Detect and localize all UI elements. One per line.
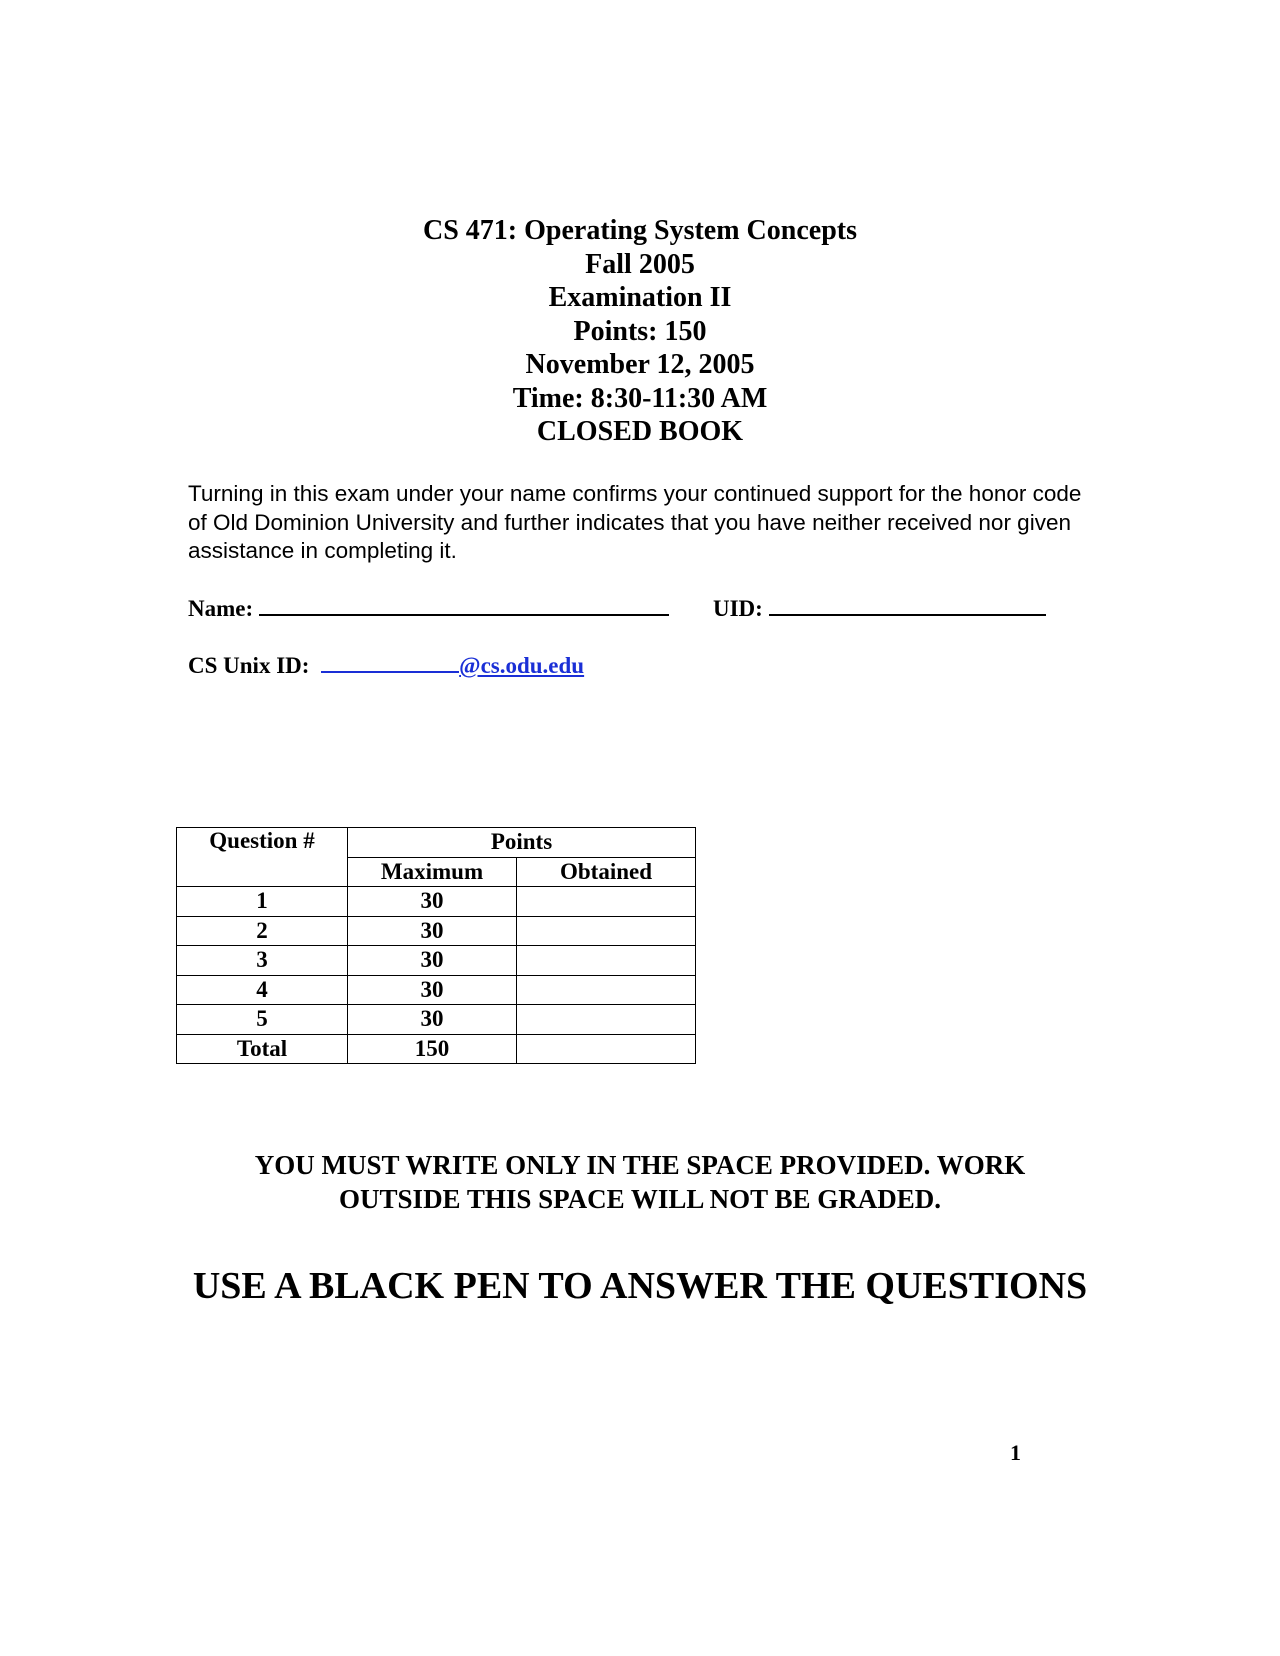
total-maximum: 150 — [348, 1034, 517, 1064]
question-number: 1 — [177, 887, 348, 917]
obtained-points[interactable] — [517, 887, 696, 917]
maximum-points: 30 — [348, 1005, 517, 1035]
table-row — [177, 975, 696, 1005]
maximum-points: 30 — [348, 946, 517, 976]
obtained-header: Obtained — [517, 857, 696, 887]
name-label: Name: — [188, 596, 254, 621]
name-field — [188, 596, 669, 622]
exam-title: Examination II — [548, 282, 732, 313]
uid-blank[interactable] — [769, 596, 1046, 616]
table-row — [177, 916, 696, 946]
table-total-row — [177, 1034, 696, 1064]
pen-instruction: USE A BLACK PEN TO ANSWER THE QUESTIONS — [192, 1265, 1088, 1307]
uid-field — [713, 596, 1046, 622]
closed-book: CLOSED BOOK — [536, 416, 744, 447]
exam-time: Time: 8:30-11:30 AM — [512, 382, 768, 414]
space-warning — [0, 1148, 1280, 1216]
obtained-points[interactable] — [517, 1005, 696, 1035]
points-header: Points — [348, 828, 696, 858]
total-obtained[interactable] — [517, 1034, 696, 1064]
warning-line: YOU MUST WRITE ONLY IN THE SPACE PROVIDED. WORK — [254, 1150, 1026, 1180]
total-label: Total — [177, 1034, 348, 1064]
maximum-points: 30 — [348, 916, 517, 946]
uid-label: UID: — [713, 596, 763, 621]
table-header-row — [177, 828, 696, 858]
question-number: 5 — [177, 1005, 348, 1035]
unix-id-field — [188, 653, 584, 679]
question-header: Question # — [177, 828, 348, 887]
honor-statement: Turning in this exam under your name confirms your continued support for the honor code of Old Dominion University and further indicates that you have neither received nor given assistance in completing it. — [188, 481, 1082, 563]
exam-date: November 12, 2005 — [525, 349, 755, 380]
exam-header — [0, 214, 1280, 449]
email-domain: @cs.odu.edu — [459, 653, 585, 678]
name-blank[interactable] — [259, 596, 669, 616]
question-number: 3 — [177, 946, 348, 976]
table-row — [177, 887, 696, 917]
maximum-points: 30 — [348, 887, 517, 917]
maximum-points: 30 — [348, 975, 517, 1005]
obtained-points[interactable] — [517, 916, 696, 946]
score-table — [176, 827, 696, 1064]
semester: Fall 2005 — [585, 248, 695, 280]
obtained-points[interactable] — [517, 975, 696, 1005]
total-points: Points: 150 — [573, 315, 707, 347]
question-number: 2 — [177, 916, 348, 946]
table-row — [177, 946, 696, 976]
question-number: 4 — [177, 975, 348, 1005]
page-number: 1 — [1010, 1440, 1021, 1465]
unix-email-link[interactable] — [321, 653, 584, 678]
warning-line: OUTSIDE THIS SPACE WILL NOT BE GRADED. — [339, 1184, 941, 1214]
table-row — [177, 1005, 696, 1035]
maximum-header: Maximum — [348, 857, 517, 887]
unix-id-blank[interactable] — [321, 653, 459, 673]
unix-id-label: CS Unix ID: — [188, 653, 310, 678]
obtained-points[interactable] — [517, 946, 696, 976]
course-title: CS 471: Operating System Concepts — [423, 215, 857, 246]
